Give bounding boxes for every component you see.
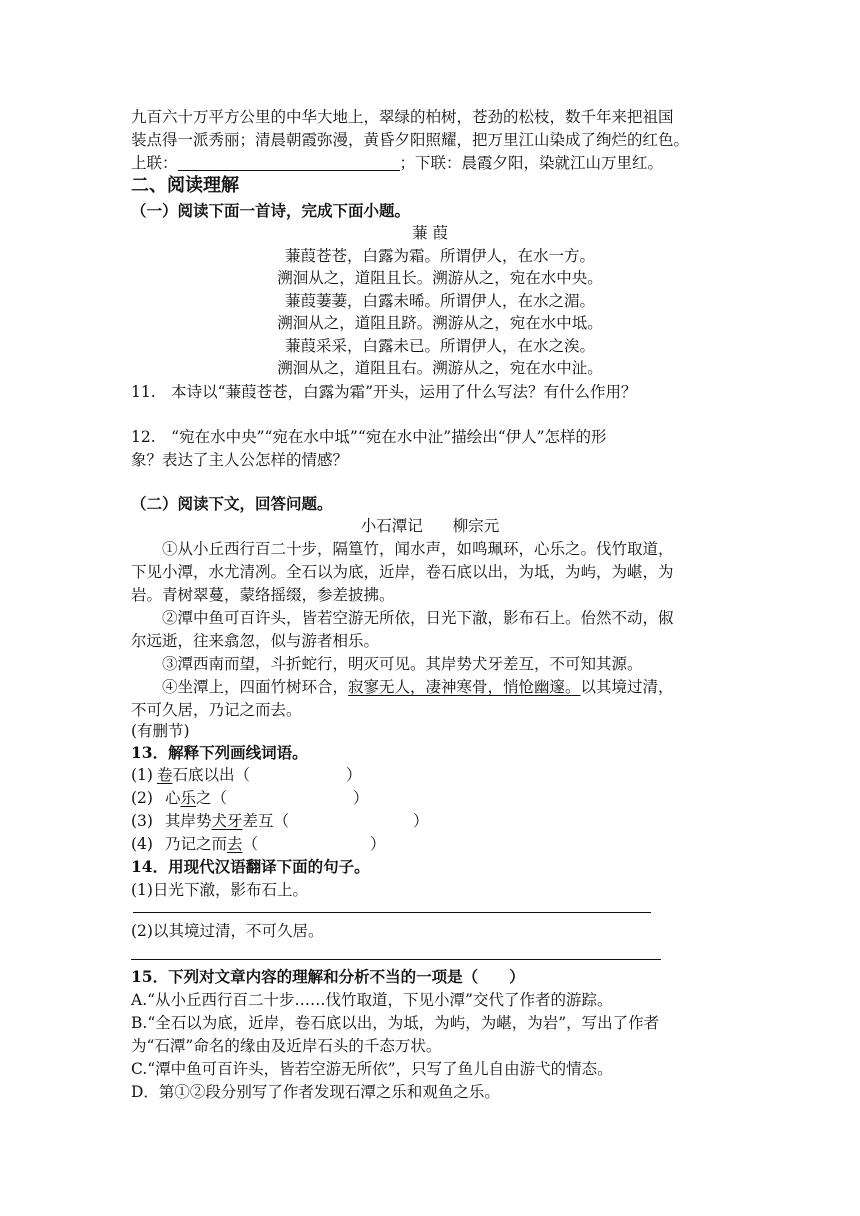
question-15-title [131, 966, 525, 988]
q13-item-close: ） [353, 789, 369, 807]
q13-item-number: (4) [131, 835, 153, 853]
intro-line-1: 九百六十万平方公里的中华大地上，翠绿的柏树，苍劲的松枝，数千年来把祖国 [131, 108, 674, 126]
q13-item-text: （ [242, 835, 259, 853]
q15-option-b-line-2: 为“石潭”命名的缘由及近岸石头的千态万状。 [131, 1037, 442, 1055]
q13-target-word: 去 [226, 835, 243, 853]
q14-sentence-2: (2)以其境过清，不可久居。 [131, 922, 324, 940]
poem-line: 蒹葭采采，白露未已。所谓伊人，在水之涘。 [284, 337, 595, 355]
q13-target-word: 卷 [156, 766, 173, 784]
part1-heading: （一）阅读下面一首诗，完成下面小题。 [131, 201, 411, 220]
poem-line: 溯洄从之，道阻且长。溯游从之，宛在水中央。 [277, 269, 603, 287]
q13-item-number: (3) [131, 812, 153, 830]
q13-item-text: 乃记之而 [164, 835, 227, 853]
q13-item-close: ） [370, 835, 386, 853]
q13-target-word: 乐 [180, 789, 196, 807]
q13-item-text: 差互（ [242, 812, 290, 830]
q13-item [131, 764, 362, 786]
question-12-line-2: 象？表达了主人公怎样的情感？ [131, 451, 349, 469]
passage-p2-line: 尔远逝，往来翕忽，似与游者相乐。 [131, 632, 380, 650]
section-title: 二、阅读理解 [131, 175, 239, 196]
q13-item-text: 心 [164, 789, 181, 807]
couplet-upper-label: 上联： [131, 154, 178, 172]
q14-title-text: 14．用现代汉语翻译下面的句子。 [131, 857, 370, 876]
couplet-answer-blank[interactable] [178, 154, 400, 171]
q13-item [131, 833, 386, 855]
couplet-line [131, 152, 663, 174]
poem-title: 蒹 葭 [412, 224, 448, 242]
q13-item [131, 787, 369, 809]
q13-item-text: 之（ [196, 789, 228, 807]
q14-sentence-1: (1)日光下澈，影布石上。 [131, 881, 308, 899]
q15-option-d: D．第①②段分别写了作者发现石潭之乐和观鱼之乐。 [131, 1083, 500, 1101]
passage-author: 柳宗元 [452, 517, 500, 535]
question-14-title [131, 856, 370, 878]
poem-line: 溯洄从之，道阻且跻。溯游从之，宛在水中坻。 [277, 314, 603, 332]
part2-heading: （二）阅读下文，回答问题。 [131, 494, 333, 513]
q13-item-close: ） [346, 766, 362, 784]
q15-option-b-line-1: B.“全石以为底，近岸，卷石底以出，为坻，为屿，为嵁，为岩”，写出了作者 [131, 1014, 660, 1032]
q13-item-number: (1) [131, 766, 153, 784]
q14-answer-line-1[interactable] [133, 912, 651, 913]
q13-item [131, 810, 429, 832]
question-12-line-1: 12. “宛在水中央”“宛在水中坻”“宛在水中沚”描绘出“伊人”怎样的形 [131, 428, 607, 446]
passage-p2-line: ②潭中鱼可百许头，皆若空游无所依，日光下澈，影布石上。佁然不动，俶 [162, 609, 674, 627]
poem-line: 蒹葭苍苍，白露为霜。所谓伊人，在水一方。 [284, 247, 595, 265]
passage-title-line [0, 515, 860, 537]
question-11: 11. 本诗以“蒹葭苍苍，白露为霜”开头，运用了什么写法？有什么作用？ [131, 383, 637, 401]
underlined-sentence: 寂寥无人，凄神寒骨，悄怆幽邃。 [348, 678, 581, 696]
q13-item-close: ） [413, 812, 429, 830]
passage-p1-line: 下见小潭，水尤清冽。全石以为底，近岸，卷石底以出，为坻，为屿，为嵁，为 [131, 563, 674, 581]
passage-p1-line: 岩。青树翠蔓，蒙络摇缀，参差披拂。 [131, 586, 395, 604]
passage-p4-pre: ④坐潭上，四面竹树环合， [162, 678, 349, 696]
q14-answer-line-2[interactable] [131, 959, 661, 960]
passage-title: 小石潭记 [360, 517, 423, 535]
deletion-note: (有删节) [131, 722, 190, 740]
q15-option-a: A.“从小丘西行百二十步……伐竹取道，下见小潭”交代了作者的游踪。 [131, 991, 613, 1009]
passage-p3-line: ③潭西南而望，斗折蛇行，明灭可见。其岸势犬牙差互，不可知其源。 [162, 655, 643, 673]
poem-line: 蒹葭萋萋，白露未晞。所谓伊人，在水之湄。 [284, 292, 595, 310]
q15-option-c: C.“潭中鱼可百许头，皆若空游无所依”，只写了鱼儿自由游弋的情态。 [131, 1060, 613, 1078]
passage-p1-line: ①从小丘西行百二十步，隔篁竹，闻水声，如鸣珮环，心乐之。伐竹取道， [162, 540, 674, 558]
question-13-title [131, 742, 308, 764]
q13-item-number: (2) [131, 789, 153, 807]
q13-title-text: 13．解释下列画线词语。 [131, 743, 308, 762]
q13-target-word: 犬牙 [211, 812, 243, 830]
passage-p4-line [162, 676, 674, 698]
intro-line-2: 装点得一派秀丽；清晨朝霞弥漫，黄昏夕阳照耀，把万里江山染成了绚烂的红色。 [131, 131, 690, 149]
passage-p4-post: 以其境过清， [580, 678, 674, 696]
q15-title-text: 15．下列对文章内容的理解和分析不当的一项是（ ） [131, 967, 525, 986]
poem-line: 溯洄从之，道阻且右。溯游从之，宛在水中沚。 [277, 359, 603, 377]
couplet-lower: ；下联：晨霞夕阳，染就江山万里红。 [399, 154, 664, 172]
passage-p4-line: 不可久居，乃记之而去。 [131, 701, 302, 719]
q13-item-text: 其岸势 [164, 812, 212, 830]
q13-item-text: 石底以出（ [172, 766, 250, 784]
